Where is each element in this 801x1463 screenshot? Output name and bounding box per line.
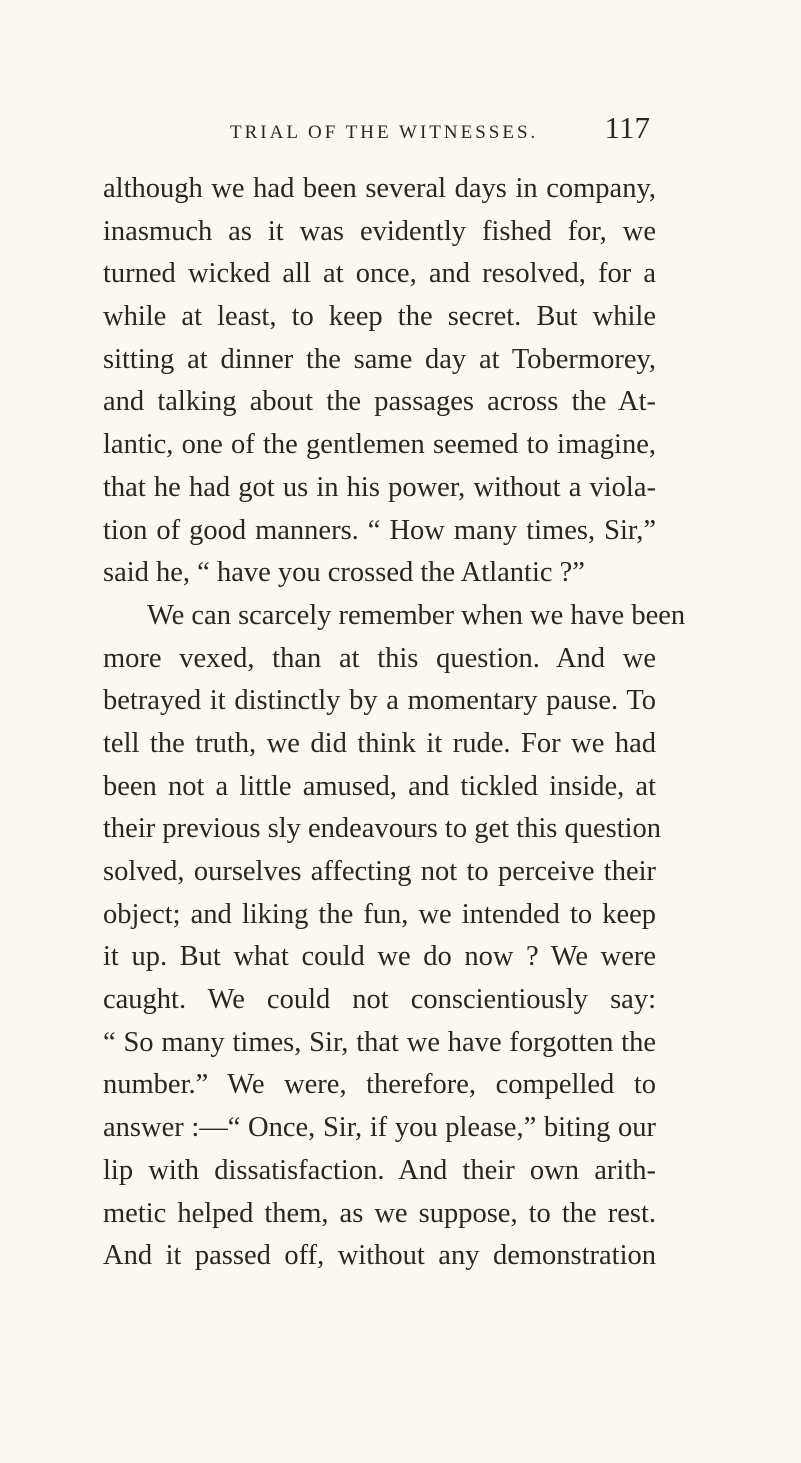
text-line: turned wicked all at once, and resolved, for a: [103, 258, 656, 290]
paragraph-start-line: We can scarcely remember when we have been: [147, 599, 686, 631]
text-line: tion of good manners. “ How many times, Sir,”: [103, 514, 656, 546]
text-line: caught. We could not conscientiously say:: [103, 984, 656, 1016]
text-line: lip with dissatisfaction. And their own arith-: [103, 1154, 656, 1186]
running-head: TRIAL OF THE WITNESSES.: [230, 122, 539, 143]
text-line: although we had been several days in company,: [103, 173, 656, 204]
text-line: that he had got us in his power, without a viola-: [103, 471, 656, 503]
text-line: And it passed off, without any demonstration: [103, 1240, 656, 1272]
text-line: their previous sly endeavours to get this question: [103, 813, 662, 845]
page-header: [200, 110, 650, 154]
text-line: answer :—“ Once, Sir, if you please,” biting our: [103, 1112, 656, 1144]
text-line: object; and liking the fun, we intended to keep: [103, 898, 656, 930]
text-line: tell the truth, we did think it rude. For we had: [103, 727, 656, 759]
text-line: it up. But what could we do now ? We were: [103, 941, 656, 973]
text-line: metic helped them, as we suppose, to the rest.: [103, 1197, 656, 1229]
text-line: said he, “ have you crossed the Atlantic ?”: [103, 557, 585, 589]
text-line: sitting at dinner the same day at Tobermorey,: [103, 343, 656, 375]
text-line: been not a little amused, and tickled inside, at: [103, 770, 656, 802]
text-line: and talking about the passages across the At-: [103, 386, 656, 418]
body-text: [103, 168, 686, 1278]
text-line: lantic, one of the gentlemen seemed to imagine,: [103, 429, 656, 461]
text-line: solved, ourselves affecting not to perceive their: [103, 856, 656, 887]
text-line: “ So many times, Sir, that we have forgotten the: [103, 1026, 656, 1058]
text-line: number.” We were, therefore, compelled to: [103, 1069, 656, 1101]
text-line: betrayed it distinctly by a momentary pause. To: [103, 685, 656, 717]
text-line: inasmuch as it was evidently fished for, we: [103, 215, 656, 247]
page-number: 117: [604, 110, 650, 145]
text-line: more vexed, than at this question. And we: [103, 642, 656, 674]
text-line: while at least, to keep the secret. But while: [103, 301, 656, 333]
